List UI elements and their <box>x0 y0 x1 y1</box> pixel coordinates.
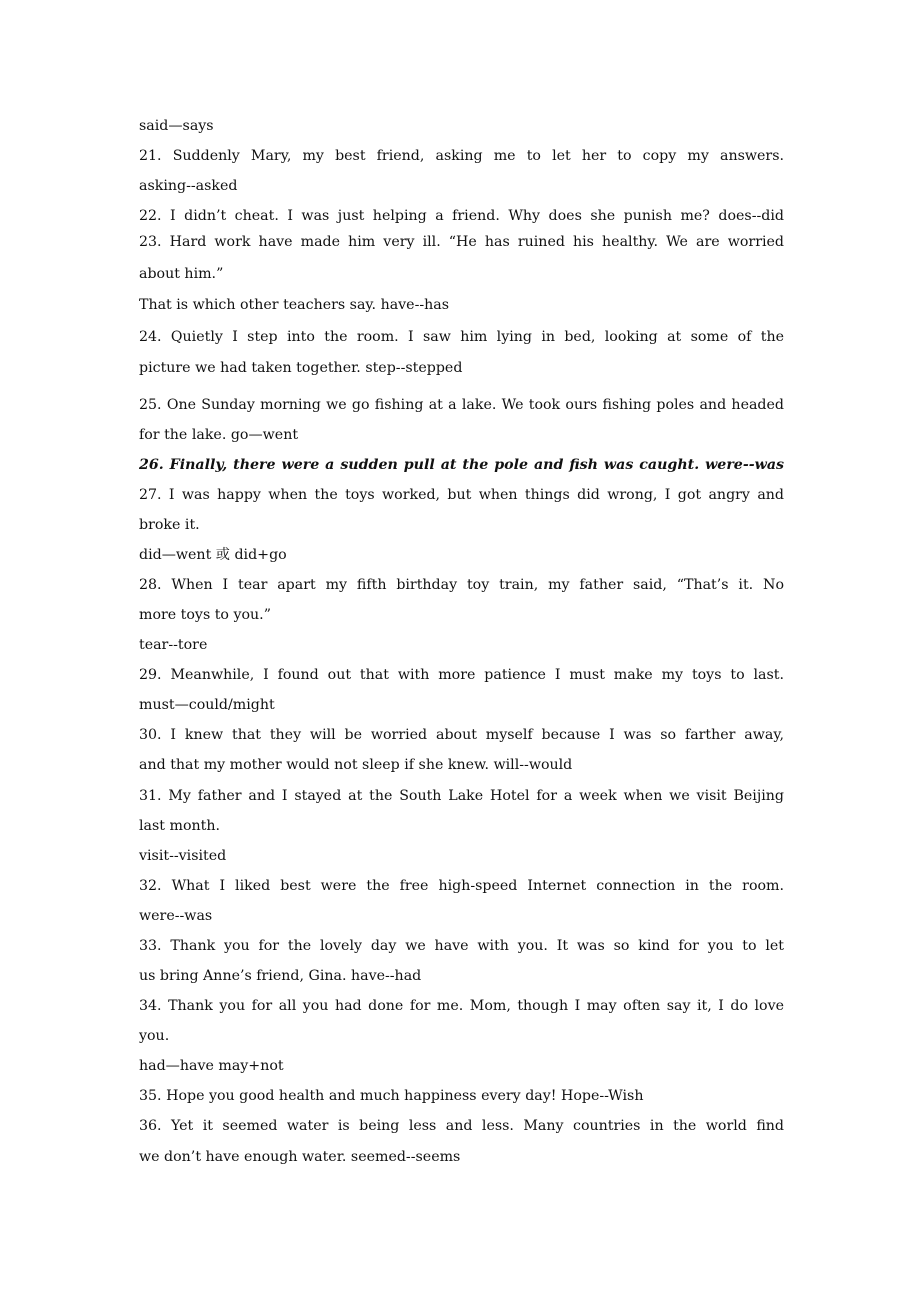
text-line: 29. Meanwhile, I found out that with more patience I must make my toys to last. <box>139 667 784 683</box>
text-line: must—could/might <box>139 697 275 713</box>
text-line: 32. What I liked best were the free high-speed Internet connection in the room. <box>139 878 784 894</box>
text-line: and that my mother would not sleep if she knew. will--would <box>139 757 573 773</box>
text-line: 30. I knew that they will be worried about myself because I was so farther away, <box>139 727 784 743</box>
text-line: were--was <box>139 908 213 924</box>
text-line: more toys to you.” <box>139 607 271 623</box>
text-line: picture we had taken together. step--stepped <box>139 360 463 376</box>
text-line: us bring Anne’s friend, Gina. have--had <box>139 968 422 984</box>
text-line: 25. One Sunday morning we go fishing at a lake. We took ours fishing poles and headed <box>139 397 784 413</box>
text-line: 27. I was happy when the toys worked, but when things did wrong, I got angry and <box>139 487 784 503</box>
text-line: 24. Quietly I step into the room. I saw him lying in bed, looking at some of the <box>139 329 784 345</box>
text-line: 36. Yet it seemed water is being less and less. Many countries in the world find <box>139 1118 784 1134</box>
text-line: broke it. <box>139 517 200 533</box>
text-line: asking--asked <box>139 178 238 194</box>
text-line: last month. <box>139 818 220 834</box>
text-line: 21. Suddenly Mary, my best friend, asking me to let her to copy my answers. <box>139 148 784 164</box>
highlighted-text-line: 26. Finally, there were a sudden pull at the pole and fish was caught. were--was <box>139 457 784 473</box>
text-line: tear--tore <box>139 637 208 653</box>
text-line: 33. Thank you for the lovely day we have with you. It was so kind for you to let <box>139 938 784 954</box>
text-line: we don’t have enough water. seemed--seems <box>139 1149 461 1165</box>
text-line: 31. My father and I stayed at the South Lake Hotel for a week when we visit Beijing <box>139 788 784 804</box>
text-line: That is which other teachers say. have--has <box>139 297 450 313</box>
text-line: 23. Hard work have made him very ill. “He has ruined his healthy. We are worried <box>139 234 784 250</box>
text-line: 34. Thank you for all you had done for me. Mom, though I may often say it, I do love <box>139 998 784 1014</box>
text-line: you. <box>139 1028 170 1044</box>
text-line: for the lake. go—went <box>139 427 299 443</box>
text-line: 35. Hope you good health and much happiness every day! Hope--Wish <box>139 1088 644 1104</box>
text-line: about him.” <box>139 266 224 282</box>
text-line: had—have may+not <box>139 1058 284 1074</box>
text-line: did—went 或 did+go <box>139 547 287 563</box>
text-line: visit--visited <box>139 848 227 864</box>
text-line: said—says <box>139 118 214 134</box>
text-line: 22. I didn’t cheat. I was just helping a friend. Why does she punish me? does--did <box>139 208 784 224</box>
text-line: 28. When I tear apart my fifth birthday toy train, my father said, “That’s it. No <box>139 577 784 593</box>
